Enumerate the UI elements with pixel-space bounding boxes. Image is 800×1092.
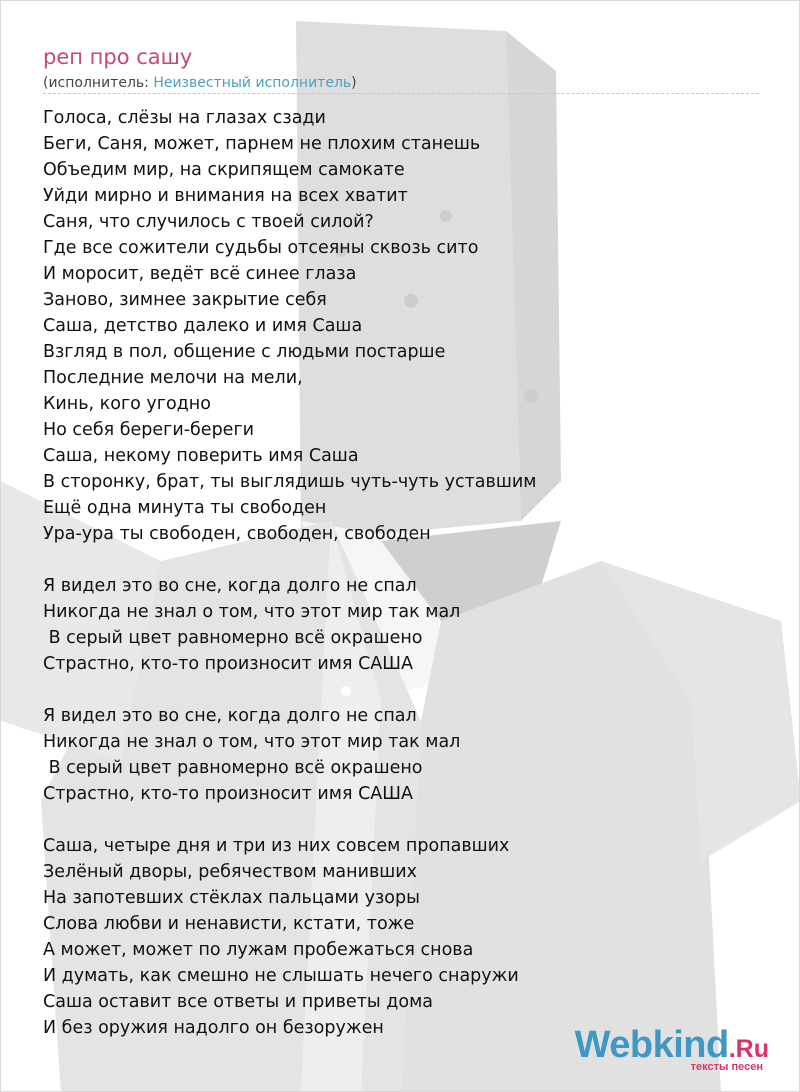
lyric-line: И без оружия надолго он безоружен bbox=[43, 1018, 384, 1038]
lyrics-stanza bbox=[43, 703, 759, 807]
lyric-line: Страстно, кто-то произносит имя САША bbox=[43, 654, 413, 674]
lyric-line: Страстно, кто-то произносит имя САША bbox=[43, 784, 413, 804]
lyric-line: Я видел это во сне, когда долго не спал bbox=[43, 576, 417, 596]
lyric-line: Беги, Саня, может, парнем не плохим станешь bbox=[43, 134, 481, 154]
lyric-line: В серый цвет равномерно всё окрашено bbox=[43, 758, 423, 778]
lyric-line: Ура-ура ты свободен, свободен, свободен bbox=[43, 524, 431, 544]
lyric-line: Никогда не знал о том, что этот мир так мал bbox=[43, 732, 461, 752]
lyrics-stanza bbox=[43, 105, 759, 547]
lyric-line: Кинь, кого угодно bbox=[43, 394, 211, 414]
lyric-line: Последние мелочи на мели, bbox=[43, 368, 303, 388]
lyric-line: Взгляд в пол, общение с людьми постарше bbox=[43, 342, 446, 362]
lyric-line: А может, может по лужам пробежаться снова bbox=[43, 940, 474, 960]
watermark-brand: Webkind bbox=[574, 1024, 729, 1066]
lyric-line: Но себя береги-береги bbox=[43, 420, 255, 440]
lyric-line: Саша, детство далеко и имя Саша bbox=[43, 316, 363, 336]
lyric-line: Я видел это во сне, когда долго не спал bbox=[43, 706, 417, 726]
watermark-tagline: тексты песен bbox=[690, 1061, 763, 1073]
lyrics-stanza bbox=[43, 573, 759, 677]
lyric-line: Никогда не знал о том, что этот мир так мал bbox=[43, 602, 461, 622]
lyric-line: Где все сожители судьбы отсеяны сквозь сито bbox=[43, 238, 479, 258]
lyrics-stanza bbox=[43, 833, 759, 1041]
watermark-tld: .Ru bbox=[728, 1035, 769, 1063]
lyric-line: В серый цвет равномерно всё окрашено bbox=[43, 628, 423, 648]
lyric-line: В сторонку, брат, ты выглядишь чуть-чуть уставшим bbox=[43, 472, 537, 492]
lyric-line: Уйди мирно и внимания на всех хватит bbox=[43, 186, 408, 206]
lyrics-body bbox=[43, 105, 759, 1041]
lyric-line: Саша оставит все ответы и приветы дома bbox=[43, 992, 433, 1012]
lyric-line: Саша, четыре дня и три из них совсем пропавших bbox=[43, 836, 510, 856]
artist-suffix: ) bbox=[351, 75, 357, 91]
lyric-line: И моросит, ведёт всё синее глаза bbox=[43, 264, 357, 284]
lyric-line: На запотевших стёклах пальцами узоры bbox=[43, 888, 420, 908]
artist-line bbox=[43, 73, 357, 93]
lyric-line: Заново, зимнее закрытие себя bbox=[43, 290, 327, 310]
artist-link[interactable]: Неизвестный исполнитель bbox=[153, 75, 352, 91]
lyric-line: Саня, что случилось с твоей силой? bbox=[43, 212, 374, 232]
lyric-line: Зелёный дворы, ребячеством манивших bbox=[43, 862, 418, 882]
webkind-logo-watermark bbox=[574, 1024, 769, 1073]
lyric-line: Голоса, слёзы на глазах сзади bbox=[43, 108, 326, 128]
artist-prefix: (исполнитель: bbox=[43, 75, 154, 91]
lyric-line: Объедим мир, на скрипящем самокате bbox=[43, 160, 405, 180]
lyric-line: Слова любви и ненависти, кстати, тоже bbox=[43, 914, 415, 934]
lyric-line: Ещё одна минута ты свободен bbox=[43, 498, 327, 518]
lyric-line: И думать, как смешно не слышать нечего снаружи bbox=[43, 966, 519, 986]
header-divider bbox=[43, 93, 759, 94]
lyric-line: Саша, некому поверить имя Саша bbox=[43, 446, 359, 466]
song-title: реп про сашу bbox=[43, 45, 193, 69]
